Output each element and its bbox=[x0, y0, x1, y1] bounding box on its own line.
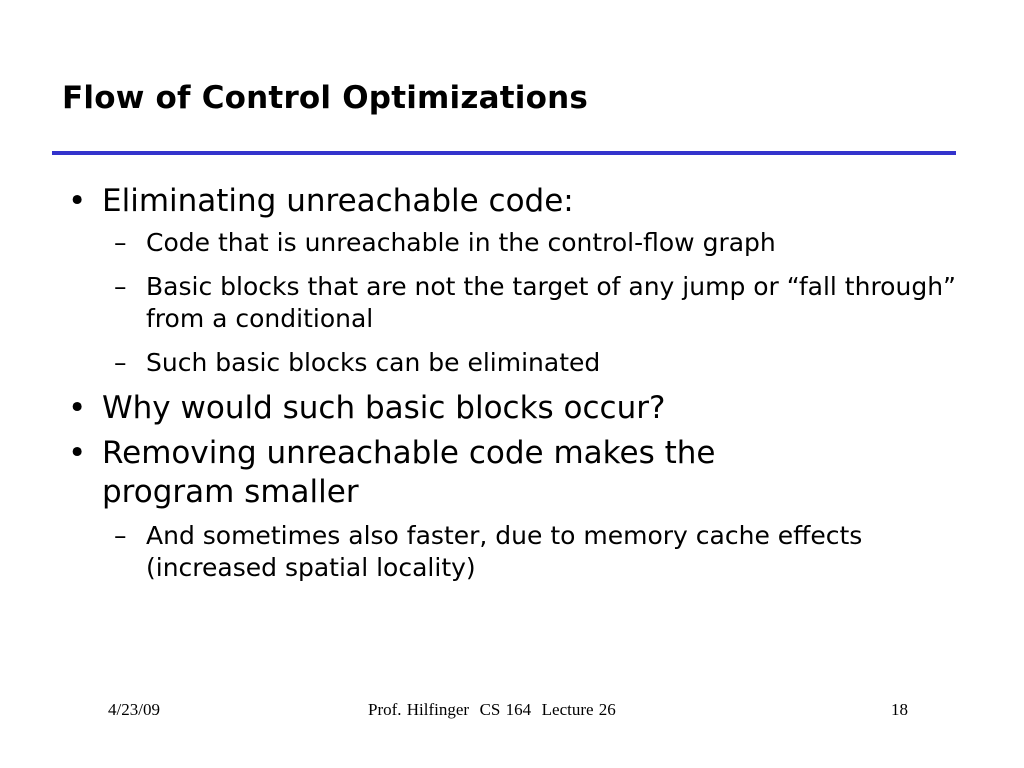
bullet-text: Why would such basic blocks occur? bbox=[102, 390, 666, 426]
bullet-marker: • bbox=[68, 435, 87, 471]
bullet-list bbox=[62, 182, 982, 596]
bullet-item bbox=[62, 434, 842, 512]
title-divider bbox=[52, 151, 956, 155]
sub-bullet-item bbox=[62, 227, 1024, 259]
bullet-text: Eliminating unreachable code: bbox=[102, 183, 574, 219]
sub-bullet-marker: – bbox=[114, 272, 127, 301]
footer-page-number: 18 bbox=[891, 700, 908, 719]
bullet-marker: • bbox=[68, 183, 87, 219]
bullet-text: Removing unreachable code makes the program smaller bbox=[102, 435, 716, 510]
bullet-item bbox=[62, 389, 982, 428]
sub-bullet-text: Code that is unreachable in the control-flow graph bbox=[146, 228, 776, 257]
sub-bullet-text: Basic blocks that are not the target of any jump or “fall through” from a conditional bbox=[146, 272, 956, 333]
sub-bullet-item bbox=[62, 271, 986, 335]
sub-bullet-marker: – bbox=[114, 228, 127, 257]
sub-bullet-marker: – bbox=[114, 348, 127, 377]
sub-bullet-marker: – bbox=[114, 521, 127, 550]
slide-title: Flow of Control Optimizations bbox=[62, 80, 588, 116]
footer-date: 4/23/09 bbox=[108, 700, 160, 719]
bullet-marker: • bbox=[68, 390, 87, 426]
sub-bullet-item bbox=[62, 347, 1024, 379]
footer-course-label: Prof. Hilfinger CS 164 Lecture 26 bbox=[368, 700, 616, 719]
bullet-item bbox=[62, 182, 982, 221]
sub-bullet-text: Such basic blocks can be eliminated bbox=[146, 348, 601, 377]
sub-bullet-item bbox=[62, 520, 976, 584]
sub-bullet-text: And sometimes also faster, due to memory cache effects (increased spatial locality) bbox=[146, 521, 863, 582]
